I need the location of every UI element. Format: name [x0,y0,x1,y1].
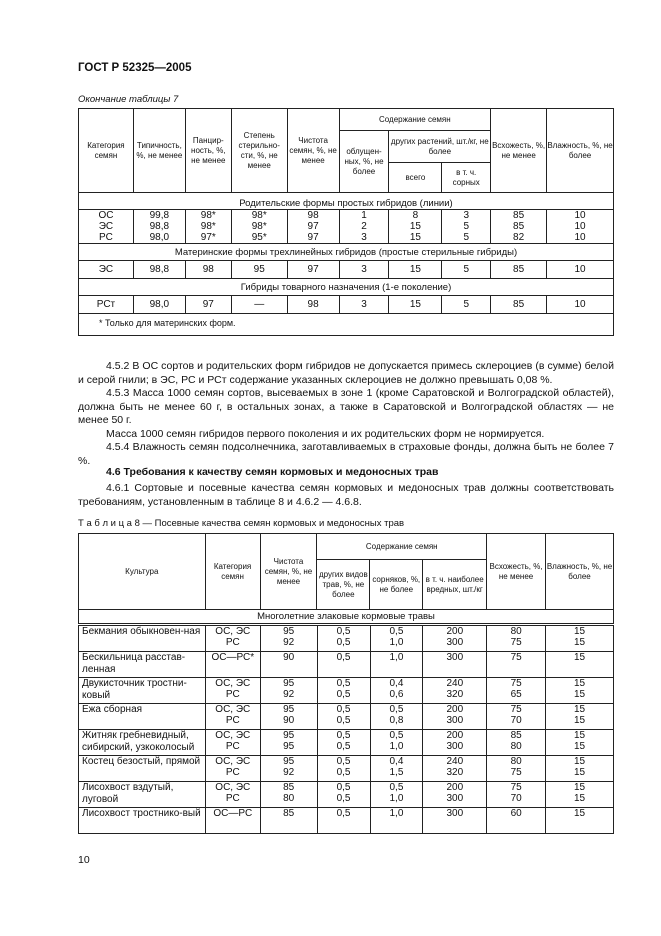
t7-head-sterility: Степень стерильно-сти, %, не менее [231,109,287,193]
weeds-cell: 0,5 0,8 [370,704,423,730]
grass-cell: 0,5 0,5 [317,782,370,808]
purity-cell: 95 92 [260,626,317,652]
table-cell: 98,0 [133,296,185,314]
table-cell: 10 [547,296,614,314]
germ-cell: 60 [487,808,546,834]
t7-group-title: Материнские формы трехлинейных гибридов (простые стерильные гибриды) [79,244,614,261]
table-row [79,782,614,808]
table-cell: 98* 98* 97* [185,210,231,244]
table-cell: 10 [547,261,614,279]
table-cell: 3 [339,261,389,279]
section-heading-4-6: 4.6 Требования к качеству семян кормовых и медоносных трав [106,466,439,478]
grass-cell: 0,5 [317,808,370,834]
table-row [79,210,614,244]
table-cell: ЭС [79,261,134,279]
cat-cell: ОС—РС [205,808,260,834]
table-row [79,704,614,730]
table-cell: РСт [79,296,134,314]
cat-cell: ОС, ЭС РС [205,782,260,808]
hum-cell: 15 15 [546,678,614,704]
cat-cell: ОС, ЭС РС [205,678,260,704]
t7-head-total: всего [389,163,442,193]
table-cell: 8 15 15 [389,210,442,244]
table-cell: 98 [185,261,231,279]
culture-cell: Лисохвост тростнико-вый [79,808,206,834]
germ-cell: 75 70 [487,704,546,730]
germ-cell: 80 75 [487,756,546,782]
hum-cell: 15 15 [546,730,614,756]
t7-head-obolush: облущен-ных, %, не более [339,131,389,193]
t7-head-panzir: Панцир-ность, %, не менее [185,109,231,193]
germ-cell: 80 75 [487,626,546,652]
weeds-cell: 0,4 0,6 [370,678,423,704]
t8-head-harmful: в т. ч. наиболее вредных, шт./кг [423,560,487,610]
cat-cell: ОС, ЭС РС [205,756,260,782]
table-cell: 97 [287,261,339,279]
germ-cell: 85 80 [487,730,546,756]
hum-cell: 15 [546,652,614,678]
t8-head-other-grass: других видов трав, %, не более [317,560,370,610]
t7-footnote: * Только для материнских форм. [79,314,614,336]
t8-group-title: Многолетние злаковые кормовые травы [79,610,614,624]
harm-cell: 240 320 [423,756,487,782]
germ-cell: 75 [487,652,546,678]
t7-head-typicality: Типичность, %, не менее [133,109,185,193]
purity-cell: 95 95 [260,730,317,756]
weeds-cell: 0,4 1,5 [370,756,423,782]
table-cell: 98* 98* 95* [231,210,287,244]
table-row [79,626,614,652]
table7 [78,108,614,336]
culture-cell: Двукисточник тростни-ковый [79,678,206,704]
t8-head-purity: Чистота семян, %, не менее [260,534,317,610]
grass-cell: 0,5 0,5 [317,704,370,730]
harm-cell: 200 300 [423,782,487,808]
cat-cell: ОС, ЭС РС [205,730,260,756]
paragraph-4-6-1: 4.6.1 Сортовые и посевные качества семян кормовых и медоносных трав должны соответствовать требованиям, установленным в таблице 8 и 4.6.2 — 4.6.8. [78,482,614,508]
table8-caption-label: Т а б л и ц а [78,518,132,529]
t7-head-germination: Всхожесть, %, не менее [491,109,547,193]
table-cell: 10 10 10 [547,210,614,244]
table-cell: 85 85 82 [491,210,547,244]
harm-cell: 200 300 [423,704,487,730]
grass-cell: 0,5 [317,652,370,678]
harm-cell: 300 [423,652,487,678]
table-cell: 98,8 [133,261,185,279]
culture-cell: Бескильница расстав-ленная [79,652,206,678]
hum-cell: 15 [546,808,614,834]
t8-head-germination: Всхожесть, %, не менее [487,534,546,610]
table-cell: 85 [491,296,547,314]
harm-cell: 200 300 [423,730,487,756]
paragraph-4-6-1-block [78,482,614,509]
purity-cell: 90 [260,652,317,678]
table-row [79,652,614,678]
hum-cell: 15 15 [546,704,614,730]
table-row [79,296,614,314]
paragraphs-block [78,360,614,468]
table-cell: 98 97 97 [287,210,339,244]
harm-cell: 300 [423,808,487,834]
table-row [79,756,614,782]
cat-cell: ОС, ЭС РС [205,626,260,652]
culture-cell: Бекмания обыкновен-ная [79,626,206,652]
page-number: 10 [78,854,90,866]
purity-cell: 95 90 [260,704,317,730]
t8-head-category: Категория семян [205,534,260,610]
t8-head-culture: Культура [79,534,206,610]
paragraph-4-5-2: 4.5.2 В ОС сортов и родительских форм гибридов не допускается примесь склероциев (в сумме) белой и серой гнили; в ЭС, РС и РСт содержание указанных склероциев не должно превышать 0,08 %. [78,360,614,386]
purity-cell: 85 [260,808,317,834]
table-row [79,678,614,704]
t7-head-purity: Чистота семян, %, не менее [287,109,339,193]
table8-caption-text: 8 — Посевные качества семян кормовых и медоносных трав [134,518,405,529]
table-cell: 99,8 98,8 98,0 [133,210,185,244]
weeds-cell: 0,5 1,0 [370,626,423,652]
harm-cell: 200 300 [423,626,487,652]
t7-head-humidity: Влажность, %, не более [547,109,614,193]
table-cell: 5 [442,296,491,314]
harm-cell: 240 320 [423,678,487,704]
table-row [79,808,614,834]
table8-caption [78,518,404,529]
t8-head-humidity: Влажность, %, не более [546,534,614,610]
table-cell: 98 [287,296,339,314]
table-cell: 1 2 3 [339,210,389,244]
grass-cell: 0,5 0,5 [317,626,370,652]
purity-cell: 95 92 [260,756,317,782]
germ-cell: 75 70 [487,782,546,808]
hum-cell: 15 15 [546,782,614,808]
grass-cell: 0,5 0,5 [317,756,370,782]
paragraph-4-5-3-b: Масса 1000 семян гибридов первого поколения и их родительских форм не нормируется. [106,427,545,440]
t7-group-title: Гибриды товарного назначения (1-е поколение) [79,279,614,296]
purity-cell: 85 80 [260,782,317,808]
purity-cell: 95 92 [260,678,317,704]
culture-cell: Ежа сборная [79,704,206,730]
table-cell: 5 [442,261,491,279]
culture-cell: Костец безостый, прямой [79,756,206,782]
table7-caption: Окончание таблицы 7 [78,94,179,105]
table-cell: 15 [389,261,442,279]
t7-head-content: Содержание семян [339,109,491,131]
table-cell: 85 [491,261,547,279]
paragraph-4-5-4: 4.5.4 Влажность семян подсолнечника, заготавливаемых в страховые фонды, должна быть не более 7 %. [78,441,614,467]
table-cell: — [231,296,287,314]
table-row [79,261,614,279]
document-header: ГОСТ Р 52325—2005 [78,62,192,74]
paragraph-4-5-3: 4.5.3 Масса 1000 семян сортов, высеваемых в зоне 1 (кроме Саратовской и Волгоградской областей), должна быть не менее 60 г, в остальных зонах, а также в Саратовской и Волгоградской областях — не менее 50 г. [78,387,614,426]
table-cell: 15 [389,296,442,314]
cat-cell: ОС—РС* [205,652,260,678]
germ-cell: 75 65 [487,678,546,704]
table-cell: 97 [185,296,231,314]
table-cell: ОС ЭС РС [79,210,134,244]
t7-head-category: Категория семян [79,109,134,193]
t8-head-content: Содержание семян [317,534,487,560]
table-cell: 95 [231,261,287,279]
t7-head-other-plants: других растений, шт./кг, не более [389,131,491,163]
grass-cell: 0,5 0,5 [317,730,370,756]
t7-head-weeds: в т. ч. сорных [442,163,491,193]
weeds-cell: 0,5 1,0 [370,730,423,756]
culture-cell: Лисохвост вздутый, луговой [79,782,206,808]
table8-body [78,625,614,834]
table8 [78,533,614,624]
grass-cell: 0,5 0,5 [317,678,370,704]
weeds-cell: 0,5 1,0 [370,782,423,808]
table-cell: 3 [339,296,389,314]
table-row [79,730,614,756]
hum-cell: 15 15 [546,626,614,652]
t7-group-title: Родительские формы простых гибридов (линии) [79,193,614,210]
cat-cell: ОС, ЭС РС [205,704,260,730]
weeds-cell: 1,0 [370,808,423,834]
hum-cell: 15 15 [546,756,614,782]
table-cell: 3 5 5 [442,210,491,244]
culture-cell: Житняк гребневидный, сибирский, узкоколосый [79,730,206,756]
t8-head-weeds: сорняков, %, не более [370,560,423,610]
weeds-cell: 1,0 [370,652,423,678]
